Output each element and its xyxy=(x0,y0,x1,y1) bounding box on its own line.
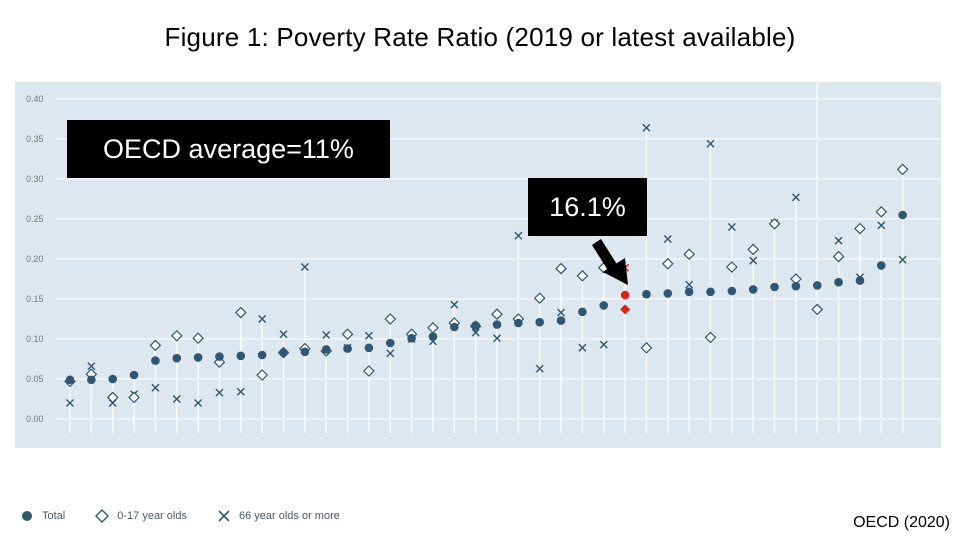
total-point xyxy=(450,323,459,332)
children-point xyxy=(876,207,886,217)
total-point xyxy=(557,316,566,325)
total-point xyxy=(471,321,480,330)
children-point xyxy=(599,263,609,273)
children-point xyxy=(898,164,908,174)
circle-marker-icon xyxy=(20,509,34,523)
total-point xyxy=(664,289,673,298)
total-point xyxy=(365,344,374,353)
x-marker-icon xyxy=(217,509,231,523)
total-point xyxy=(642,290,651,299)
total-point xyxy=(535,318,544,327)
chart-legend xyxy=(20,506,370,526)
total-point xyxy=(813,281,822,290)
children-point xyxy=(535,293,545,303)
total-point xyxy=(108,375,117,384)
japan-value-callout: 16.1% xyxy=(528,178,647,236)
children-point xyxy=(855,224,865,234)
total-point xyxy=(514,319,523,328)
total-point xyxy=(237,352,246,361)
children-point xyxy=(129,392,139,402)
total-point xyxy=(215,352,224,361)
figure-title: Figure 1: Poverty Rate Ratio (2019 or latest available) xyxy=(164,22,796,52)
children-point xyxy=(492,309,502,319)
legend-total xyxy=(20,509,65,523)
total-point xyxy=(856,276,865,285)
children-point xyxy=(663,259,673,269)
children-point xyxy=(812,304,822,314)
y-tick-label: 0.40 xyxy=(26,94,44,104)
children-point xyxy=(620,304,630,314)
diamond-marker-icon xyxy=(95,509,109,523)
total-point xyxy=(87,376,96,385)
children-point xyxy=(641,343,651,353)
total-point xyxy=(770,283,779,292)
children-point xyxy=(748,244,758,254)
total-point xyxy=(194,353,203,362)
children-point xyxy=(385,314,395,324)
y-tick-label: 0.30 xyxy=(26,174,44,184)
total-point xyxy=(172,354,181,363)
total-point xyxy=(386,339,395,348)
oecd-average-callout: OECD average=11% xyxy=(67,120,390,178)
legend-children-label: 0-17 year olds xyxy=(117,510,187,522)
total-point xyxy=(599,301,608,310)
children-point xyxy=(706,332,716,342)
total-point xyxy=(343,344,352,353)
y-tick-label: 0.35 xyxy=(26,134,44,144)
y-tick-label: 0.15 xyxy=(26,294,44,304)
total-point xyxy=(493,320,502,329)
total-point xyxy=(706,288,715,297)
children-point xyxy=(727,262,737,272)
children-point xyxy=(556,264,566,274)
total-point xyxy=(877,261,886,270)
total-point xyxy=(898,211,907,220)
legend-children xyxy=(95,509,187,523)
children-point xyxy=(236,308,246,318)
children-point xyxy=(684,249,694,259)
children-point xyxy=(428,323,438,333)
total-point xyxy=(322,345,331,354)
children-point xyxy=(343,329,353,339)
total-point xyxy=(258,351,267,360)
total-point xyxy=(279,348,288,357)
total-point xyxy=(66,376,75,385)
y-tick-label: 0.00 xyxy=(26,414,44,424)
children-point xyxy=(834,252,844,262)
children-point xyxy=(150,340,160,350)
total-point xyxy=(728,287,737,296)
legend-total-label: Total xyxy=(42,510,66,522)
total-point xyxy=(151,356,160,365)
total-point xyxy=(792,282,801,291)
total-point xyxy=(834,278,843,287)
y-tick-label: 0.20 xyxy=(26,254,44,264)
total-point xyxy=(429,332,438,341)
legend-elderly xyxy=(217,509,340,523)
total-point xyxy=(578,308,587,317)
total-point xyxy=(749,285,758,294)
source-label: OECD (2020) xyxy=(853,514,950,531)
total-point xyxy=(407,334,416,343)
total-point xyxy=(130,371,139,380)
y-tick-label: 0.10 xyxy=(26,334,44,344)
total-point xyxy=(685,288,694,297)
y-tick-label: 0.25 xyxy=(26,214,44,224)
children-point xyxy=(108,392,118,402)
children-point xyxy=(364,366,374,376)
legend-elderly-label: 66 year olds or more xyxy=(238,510,340,522)
children-point xyxy=(577,271,587,281)
total-point xyxy=(301,348,310,357)
children-point xyxy=(193,333,203,343)
total-point xyxy=(621,291,630,300)
y-tick-label: 0.05 xyxy=(26,374,44,384)
